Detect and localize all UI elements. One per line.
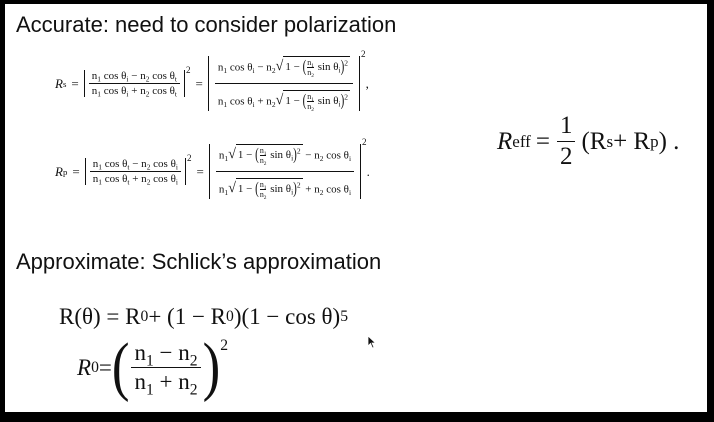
r0-symbol: R	[77, 354, 92, 380]
r0-equation: R 0 = ( $\frac{n_1 - n_2}{n_1 + n_2}$ ) $^2$	[77, 330, 229, 404]
rs-abs-full	[208, 56, 360, 111]
comma: ,	[365, 75, 369, 91]
equals-sign: =	[196, 163, 204, 179]
reff-close: ) .	[658, 127, 680, 155]
reff-equation: R eff = $\frac{1}{2}$ (R s + R p ) .	[497, 112, 680, 170]
rs-abs-simple	[84, 70, 185, 97]
half-fraction	[557, 112, 576, 171]
rp-full-fraction: $n_1$ √ 1 − ( $\frac{n_1}{n_2}$ $\sin \theta_i)^2$ − $n_2$ $\cos \theta_i$ $n_1$ √ 1 − ( $\frac{n_1}{n_2}$ $\sin \theta_i)^2$ + $n_2$ $\cos \theta_i$	[216, 144, 354, 199]
rs-square: 2	[185, 64, 191, 75]
rp-symbol: R	[55, 163, 63, 179]
rs-full-fraction: $n_1$ $\cos \theta_i - n_2$ √ 1 − ( $\frac{n_1}{n_2}$ $\sin \theta_i)^2$ $n_1$ $\cos \theta_i + n_2$ √ 1 − ( $\frac{n_1}{n_2}$ $\sin \theta_i)^2$	[215, 56, 353, 111]
rp-square: 2	[186, 152, 192, 163]
mouse-pointer-icon	[367, 335, 377, 349]
rs-simple-fraction: $\frac{n_1 \cos \theta_i - n_2 \cos \theta_t}{n_1 \cos \theta_i + n_2 \cos \theta_t}$	[89, 70, 180, 97]
schlick-lhs: R(θ) = R	[59, 304, 141, 329]
accurate-heading: Accurate: need to consider polarization	[16, 12, 397, 37]
half-denominator: 2	[557, 141, 576, 171]
approximate-heading: Approximate: Schlick’s approximation	[16, 249, 382, 274]
rp-equation: R p = $\frac{n_1 \cos \theta_t - n_2 \cos \theta_i}{n_1 \cos \theta_t + n_2 \cos \theta_i}$ 2 = $n_1$ √ 1 − ( $\frac{n_1}{n_2}$ $\sin \theta_i)^2$ − $n_2$ $\cos \theta_i$ $n_1$ √ 1 − ( $\frac{n_1}{n_2}$ $\sin \theta_i)^2$ + $n_2$ $\cos \theta_i$ 2 .	[55, 136, 370, 201]
rs-symbol: R	[55, 75, 63, 91]
equals-sign: =	[71, 75, 79, 91]
rp-abs-full	[209, 144, 361, 199]
schlick-equation: R(θ) = R 0 + (1 − R 0 )(1 − cos θ) 5	[59, 304, 349, 329]
rp-simple-fraction: $\frac{n_1 \cos \theta_t - n_2 \cos \theta_i}{n_1 \cos \theta_t + n_2 \cos \theta_i}$	[90, 158, 181, 185]
rp-full-square: 2	[362, 136, 367, 147]
reff-symbol: R	[497, 127, 513, 155]
equals-sign: =	[535, 127, 550, 155]
r0-fraction: $\frac{n_1 - n_2}{n_1 + n_2}$	[131, 340, 200, 395]
rs-full-square: 2	[361, 48, 366, 59]
schlick-middle: + (1 − R	[148, 304, 227, 329]
reff-open: (R	[581, 127, 607, 155]
r0-equals: =	[98, 354, 112, 380]
schlick-end: )(1 − cos θ)	[233, 304, 341, 329]
equals-sign: =	[195, 75, 203, 91]
rp-abs-simple	[85, 158, 186, 185]
reff-plus: + R	[613, 127, 651, 155]
slide	[5, 4, 707, 412]
equals-sign: =	[72, 163, 80, 179]
rs-equation: R s = $\frac{n_1 \cos \theta_i - n_2 \cos \theta_t}{n_1 \cos \theta_i + n_2 \cos \theta_t}$ 2 = $n_1$ $\cos \theta_i - n_2$ √ 1 − ( $\frac{n_1}{n_2}$ $\sin \theta_i)^2$ $n_1$ $\cos \theta_i + n_2$ √ 1 − ( $\frac{n_1}{n_2}$ $\sin \theta_i)^2$ 2 ,	[55, 48, 369, 113]
period: .	[366, 163, 370, 179]
half-numerator: 1	[559, 112, 573, 139]
